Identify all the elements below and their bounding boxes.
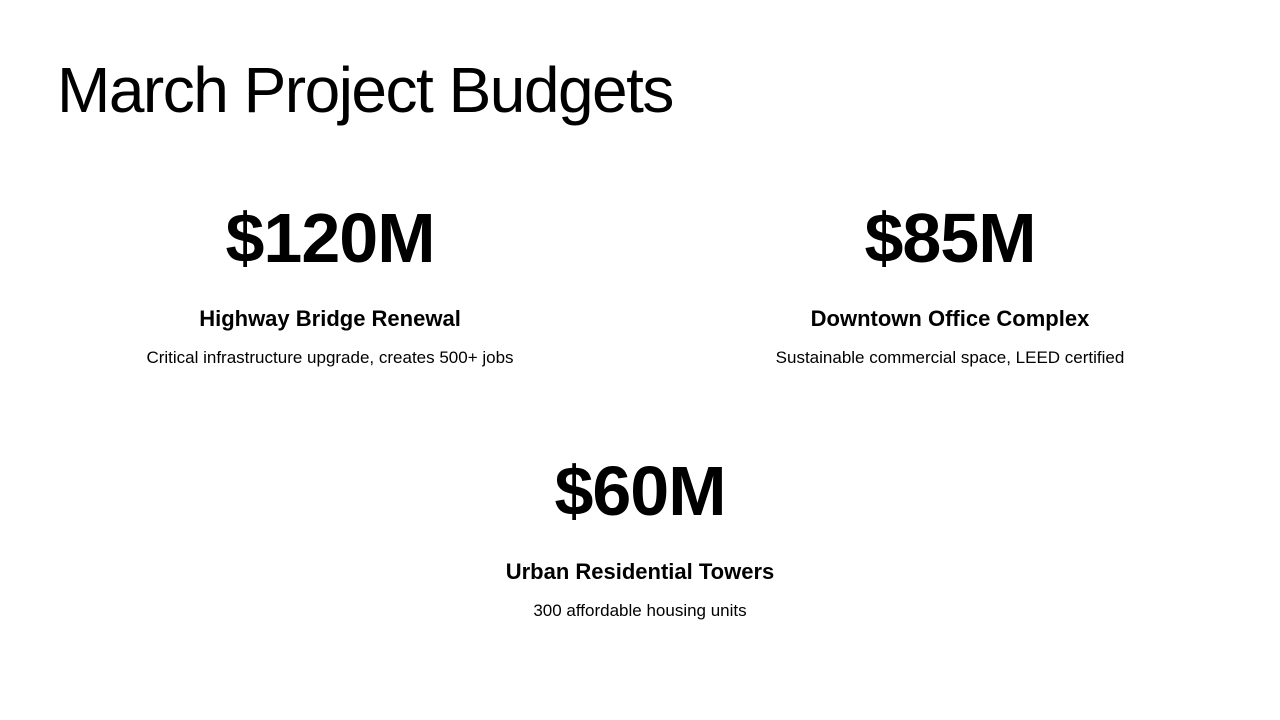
project-name: Highway Bridge Renewal	[199, 306, 461, 331]
page-title: March Project Budgets	[57, 54, 673, 126]
project-card-highway-bridge	[30, 196, 630, 370]
project-description: 300 affordable housing units	[533, 601, 747, 620]
budget-amount: $60M	[554, 452, 726, 530]
project-card-urban-residential	[340, 449, 940, 623]
project-name: Urban Residential Towers	[505, 559, 775, 584]
project-name: Downtown Office Complex	[810, 306, 1090, 331]
project-description: Sustainable commercial space, LEED certified	[775, 348, 1125, 367]
budget-amount: $85M	[864, 199, 1036, 277]
project-description: Critical infrastructure upgrade, creates 500+ jobs	[146, 348, 514, 367]
budget-amount: $120M	[225, 199, 435, 277]
project-card-downtown-office	[650, 196, 1250, 370]
